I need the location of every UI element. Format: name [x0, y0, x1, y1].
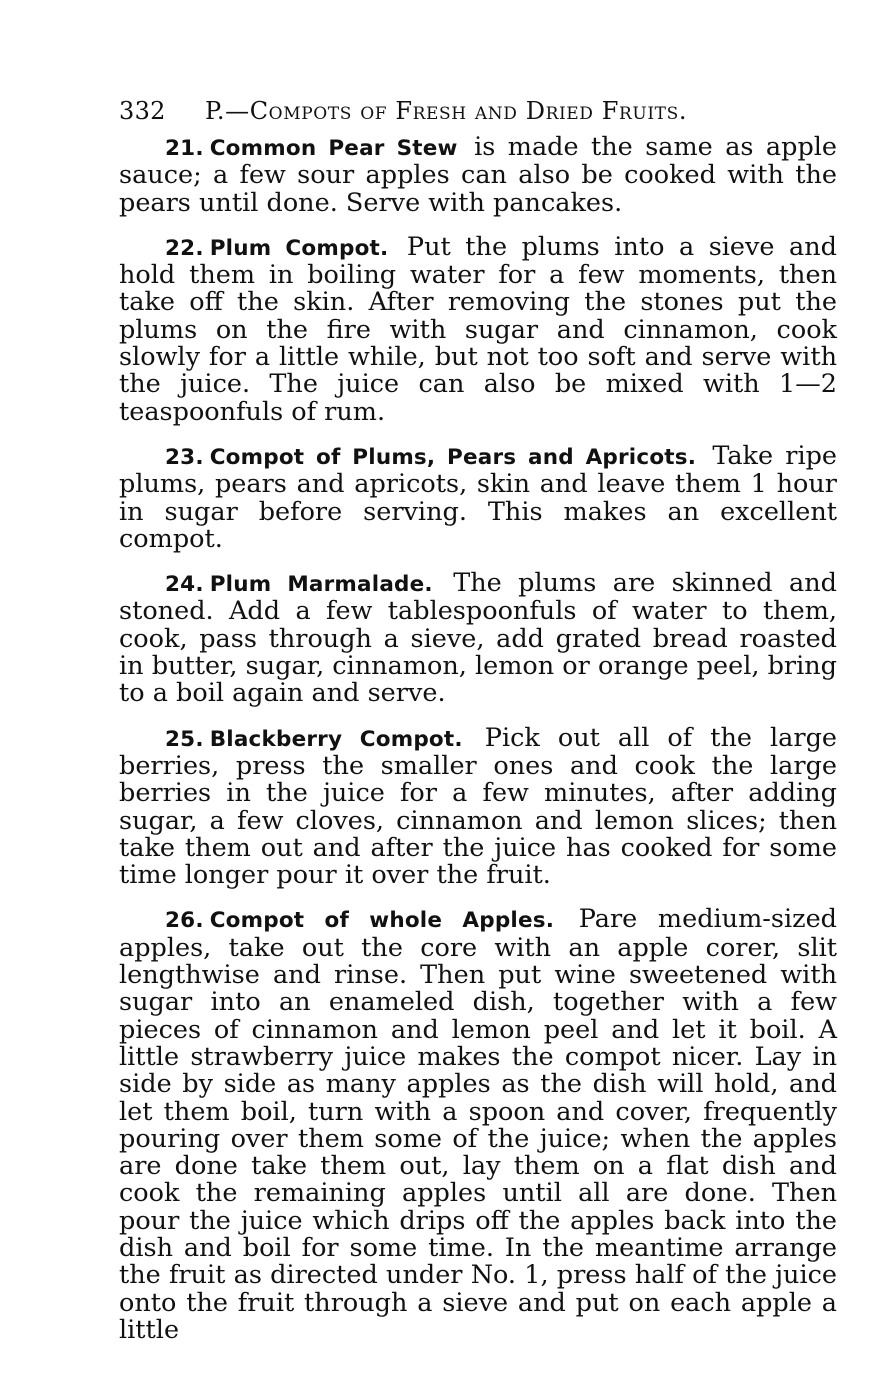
page-number: 332 — [119, 97, 166, 125]
recipe-21 — [119, 134, 837, 217]
recipe-number: 22. — [165, 235, 204, 261]
recipe-26 — [119, 906, 837, 1344]
recipe-title: Compot of whole Apples. — [209, 908, 555, 934]
recipe-title: Plum Marmalade. — [209, 572, 433, 598]
recipe-25 — [119, 722, 837, 891]
recipe-number: 24. — [165, 572, 204, 598]
recipe-title: Plum Compot. — [209, 235, 389, 261]
recipe-text: The plums are skinned and stoned. Add a few tablespoonfuls of water to them, cook, pass through a sieve, add grated bread roasted in butter, sugar, cinnamon, lemon or orange peel, bring to a boil again and serve. — [119, 568, 837, 709]
recipe-number: 23. — [165, 444, 204, 470]
recipe-text: Put the plums into a sieve and hold them in boiling water for a few moments, then take off the skin. After removing the stones put the plums on the fire with sugar and cinnamon, cook slowly for a little while, but not too soft and serve with the juice. The juice can also be mixed with 1—2 teaspoonfuls of rum. — [119, 231, 837, 427]
recipe-title: Compot of Plums, Pears and Apricots. — [209, 444, 697, 470]
recipe-number: 25. — [165, 726, 204, 752]
recipe-text: Pare medium-sized apples, take out the core with an apple corer, slit lengthwise and rinse. Then put wine sweetened with sugar into an enameled dish, together with a few pieces of cinnamon and lemon peel and let it boil. A little strawberry juice makes the compot nicer. Lay in side by side as many apples as the dish will hold, and let them boil, turn with a spoon and cover, frequently pouring over them some of the juice; when the apples are done take them out, lay them on a flat dish and cook the remaining apples until all are done. Then pour the juice which drips off the apples back into the dish and boil for some time. In the meantime arrange the fruit as directed under No. 1, press half of the juice onto the fruit through a sieve and put on each apple a little — [119, 904, 837, 1345]
recipe-22 — [119, 231, 837, 427]
recipe-23 — [119, 440, 838, 554]
recipe-number: 26. — [165, 908, 204, 934]
recipe-text: is made the same as apple sauce; a few sour apples can also be cooked with the pears until done. Serve with pancakes. — [119, 132, 838, 218]
recipe-title: Blackberry Compot. — [209, 726, 463, 752]
recipe-text: Pick out all of the large berries, press the smaller ones and cook the large berries in the juice for a few minutes, after adding sugar, a few cloves, cinnamon and lemon slices; then take them out and after the juice has cooked for some time longer pour it over the fruit. — [119, 722, 837, 891]
recipe-title: Common Pear Stew — [209, 136, 458, 161]
chapter-title: P.—Compots of Fresh and Dried Fruits. — [205, 97, 688, 125]
book-page — [119, 96, 837, 1361]
recipe-24 — [119, 570, 837, 707]
recipe-text: Take ripe plums, pears and apricots, skin and leave them 1 hour in sugar before serving. This makes an excellent compot. — [119, 440, 838, 554]
recipe-number: 21. — [165, 136, 204, 161]
running-head — [119, 96, 837, 134]
